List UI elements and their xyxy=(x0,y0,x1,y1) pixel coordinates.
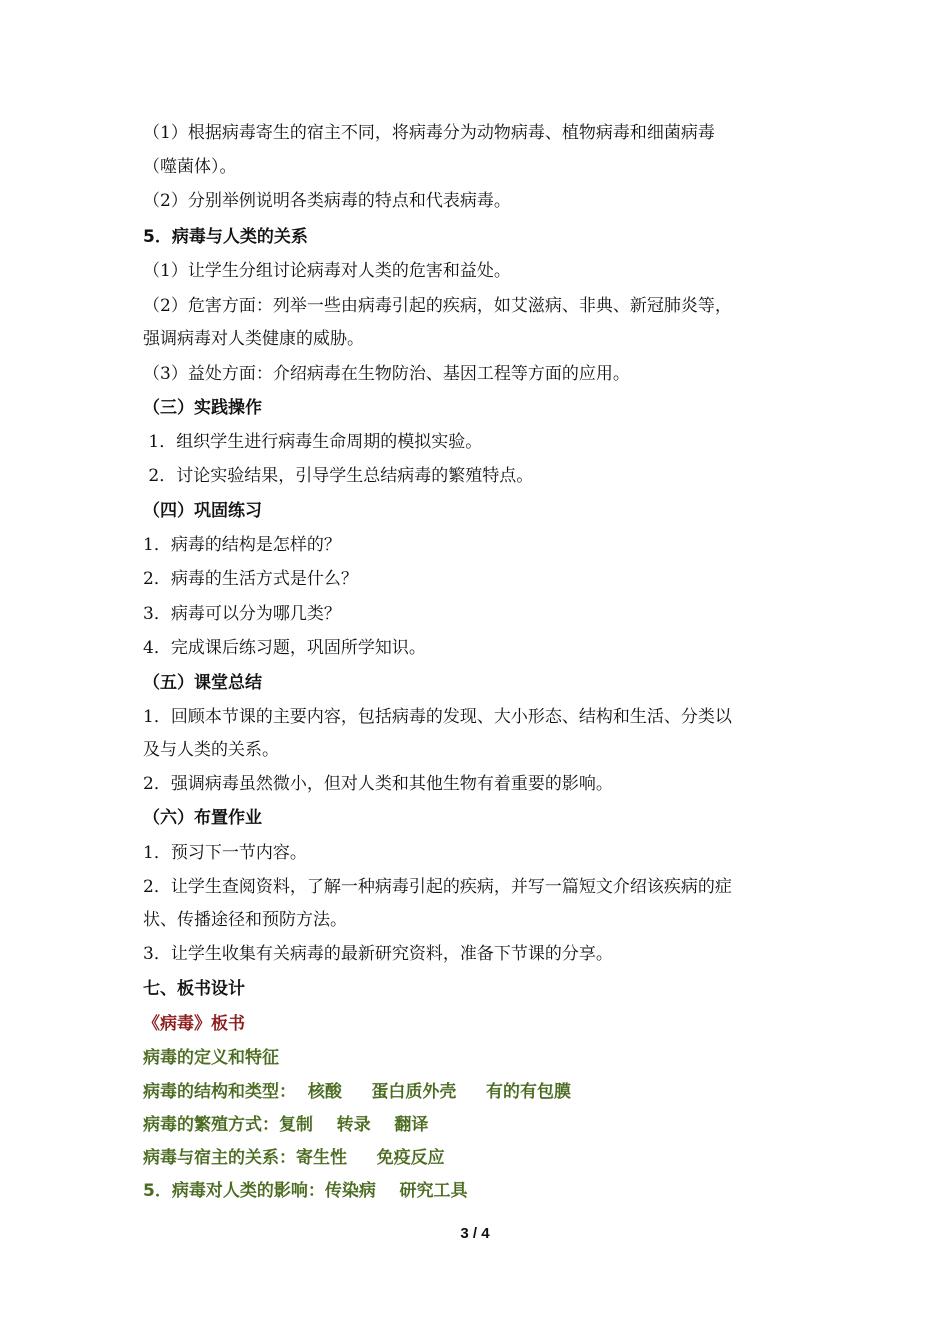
section-heading: 七、板书设计 xyxy=(143,979,245,999)
paragraph-line: （2）危害方面：列举一些由病毒引起的疾病，如艾滋病、非典、新冠肺炎等， xyxy=(143,296,732,316)
paragraph-line: 2．讨论实验结果，引导学生总结病毒的繁殖特点。 xyxy=(143,466,534,486)
section-heading: 5．病毒与人类的关系 xyxy=(143,227,308,247)
board-line: 病毒的繁殖方式：复制 转录 翻译 xyxy=(143,1115,429,1135)
paragraph-line: 2．强调病毒虽然微小，但对人类和其他生物有着重要的影响。 xyxy=(143,774,613,794)
paragraph-line: 1．病毒的结构是怎样的？ xyxy=(143,535,341,555)
section-heading: （三）实践操作 xyxy=(143,398,262,418)
paragraph-line: （1）根据病毒寄生的宿主不同，将病毒分为动物病毒、植物病毒和细菌病毒 xyxy=(143,123,715,143)
board-line: 病毒的结构和类型： 核酸 蛋白质外壳 有的有包膜 xyxy=(143,1082,572,1102)
section-heading: （四）巩固练习 xyxy=(143,501,262,521)
board-line: 5．病毒对人类的影响：传染病 研究工具 xyxy=(143,1181,468,1201)
board-line: 病毒的定义和特征 xyxy=(143,1048,279,1068)
paragraph-line: 3．病毒可以分为哪几类？ xyxy=(143,604,341,624)
section-heading: （五）课堂总结 xyxy=(143,673,262,693)
paragraph-line: （3）益处方面：介绍病毒在生物防治、基因工程等方面的应用。 xyxy=(143,364,630,384)
board-line: 病毒与宿主的关系：寄生性 免疫反应 xyxy=(143,1148,445,1168)
paragraph-line: 及与人类的关系。 xyxy=(143,740,279,760)
section-heading: （六）布置作业 xyxy=(143,808,262,828)
paragraph-line: （1）让学生分组讨论病毒对人类的危害和益处。 xyxy=(143,261,511,281)
paragraph-line: 1．回顾本节课的主要内容，包括病毒的发现、大小形态、结构和生活、分类以 xyxy=(143,707,732,727)
paragraph-line: 状、传播途径和预防方法。 xyxy=(143,910,347,930)
page-number: 3 / 4 xyxy=(460,1225,490,1242)
paragraph-line: 3．让学生收集有关病毒的最新研究资料，准备下节课的分享。 xyxy=(143,944,613,964)
paragraph-line: 2．让学生查阅资料，了解一种病毒引起的疾病，并写一篇短文介绍该疾病的症 xyxy=(143,877,732,897)
paragraph-line: 2．病毒的生活方式是什么？ xyxy=(143,569,358,589)
paragraph-line: （噬菌体）。 xyxy=(143,157,237,177)
paragraph-line: （2）分别举例说明各类病毒的特点和代表病毒。 xyxy=(143,191,511,211)
paragraph-line: 强调病毒对人类健康的威胁。 xyxy=(143,329,364,349)
paragraph-line: 1．组织学生进行病毒生命周期的模拟实验。 xyxy=(143,432,483,452)
paragraph-line: 4．完成课后练习题，巩固所学知识。 xyxy=(143,638,426,658)
board-title: 《病毒》板书 xyxy=(143,1014,245,1034)
paragraph-line: 1．预习下一节内容。 xyxy=(143,843,307,863)
